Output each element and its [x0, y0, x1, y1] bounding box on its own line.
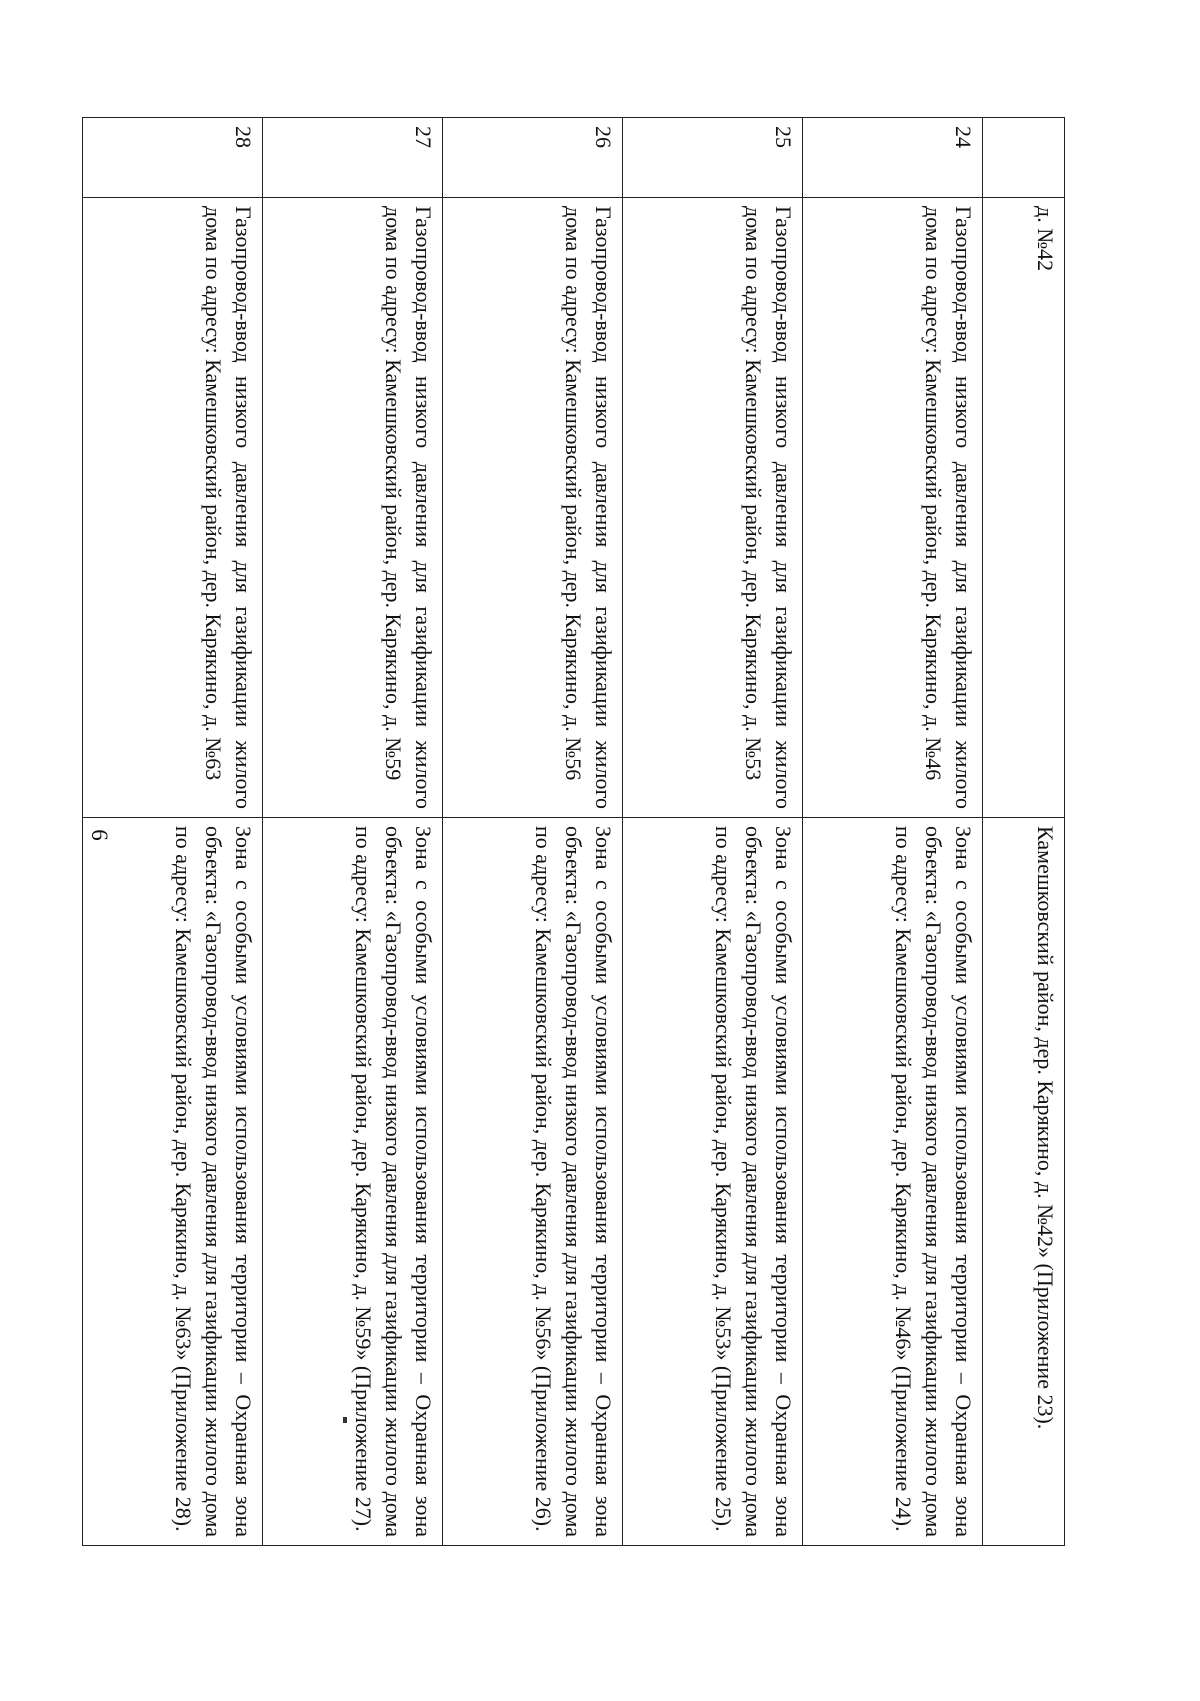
zones-table [82, 117, 1065, 1546]
zone-description: Зона с особыми условиями использования территории – Охранная зона объекта: «Газопровод-ввод низкого давления для газификации жилого дома по адресу: Камешковский район, дер. Карякино, д. №46» (Приложение 24). [803, 818, 983, 1546]
scan-artifact [343, 1417, 347, 1423]
object-name: Газопровод-ввод низкого давления для газификации жилого дома по адресу: Камешковский район, дер. Карякино, д. №59 [263, 198, 443, 818]
row-number: 26 [443, 118, 623, 198]
zone-description: Камешковский район, дер. Карякино, д. №42» (Приложение 23). [983, 818, 1065, 1546]
table-row [443, 118, 623, 1546]
object-name: Газопровод-ввод низкого давления для газификации жилого дома по адресу: Камешковский район, дер. Карякино, д. №53 [623, 198, 803, 818]
row-number: 24 [803, 118, 983, 198]
zone-description: Зона с особыми условиями использования территории – Охранная зона объекта: «Газопровод-ввод низкого давления для газификации жилого дома по адресу: Камешковский район, дер. Карякино, д. №59» (Приложение 27). [263, 818, 443, 1546]
table-row [983, 118, 1065, 1546]
row-number: 28 [83, 118, 263, 198]
table-row [623, 118, 803, 1546]
zone-description: Зона с особыми условиями использования территории – Охранная зона объекта: «Газопровод-ввод низкого давления для газификации жилого дома по адресу: Камешковский район, дер. Карякино, д. №56» (Приложение 26). [443, 818, 623, 1546]
zone-description: Зона с особыми условиями использования территории – Охранная зона объекта: «Газопровод-ввод низкого давления для газификации жилого дома по адресу: Камешковский район, дер. Карякино, д. №63» (Приложение 28). [83, 818, 263, 1546]
row-number [983, 118, 1065, 198]
page-number: 6 [87, 829, 112, 841]
object-name: д. №42 [983, 198, 1065, 818]
object-name: Газопровод-ввод низкого давления для газификации жилого дома по адресу: Камешковский район, дер. Карякино, д. №63 [83, 198, 263, 818]
table-row [803, 118, 983, 1546]
object-name: Газопровод-ввод низкого давления для газификации жилого дома по адресу: Камешковский район, дер. Карякино, д. №46 [803, 198, 983, 818]
row-number: 27 [263, 118, 443, 198]
row-number: 25 [623, 118, 803, 198]
table-row [263, 118, 443, 1546]
zone-description: Зона с особыми условиями использования территории – Охранная зона объекта: «Газопровод-ввод низкого давления для газификации жилого дома по адресу: Камешковский район, дер. Карякино, д. №53» (Приложение 25). [623, 818, 803, 1546]
object-name: Газопровод-ввод низкого давления для газификации жилого дома по адресу: Камешковский район, дер. Карякино, д. №56 [443, 198, 623, 818]
rotated-page-content [135, 117, 1065, 1545]
table-row [83, 118, 263, 1546]
